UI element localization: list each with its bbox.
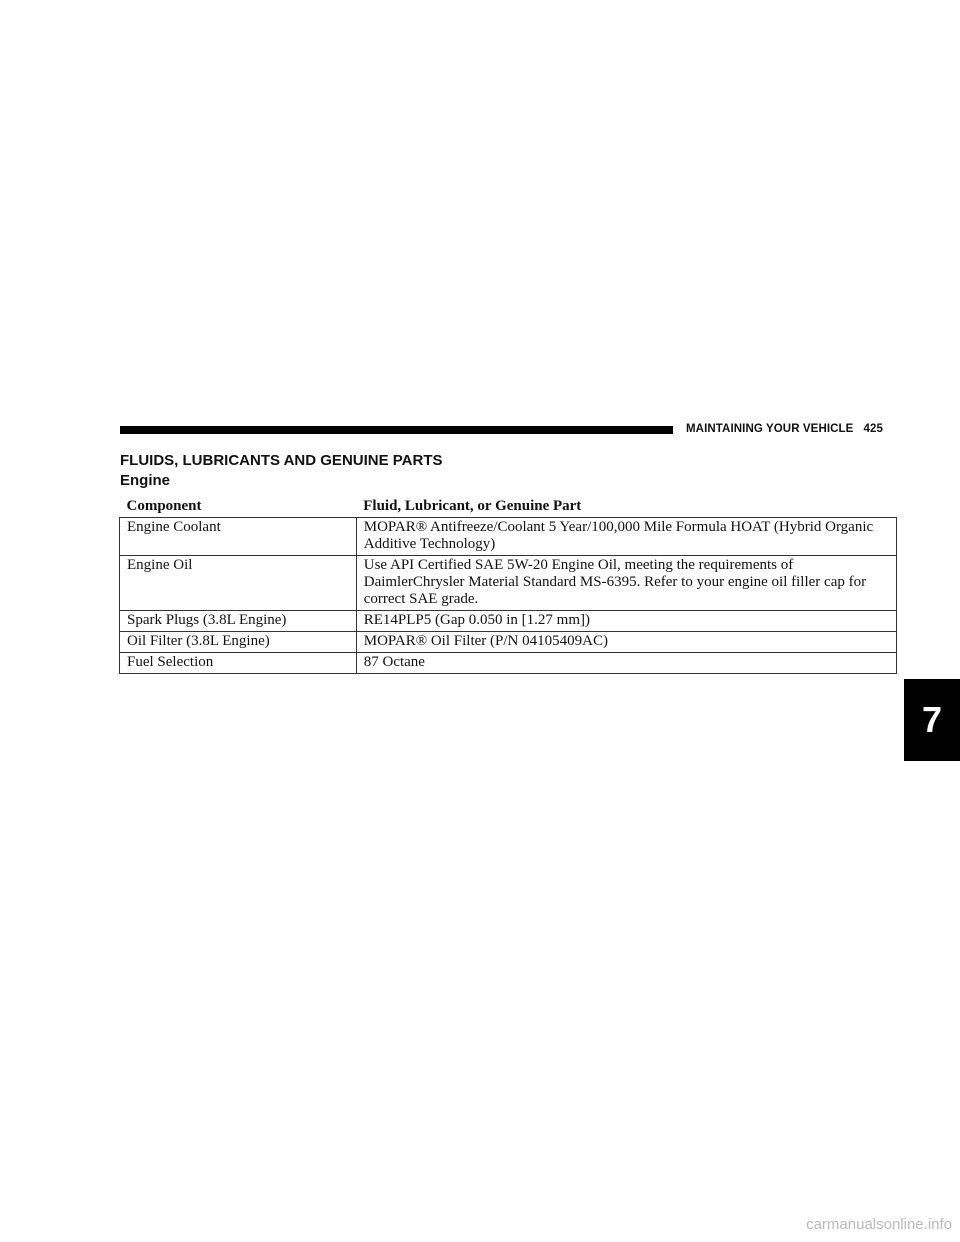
header-rule (120, 426, 673, 434)
table-row (120, 518, 897, 556)
chapter-tab: 7 (904, 679, 960, 761)
subsection-title: Engine (120, 472, 171, 489)
component-cell: Spark Plugs (3.8L Engine) (120, 611, 357, 632)
watermark-text: carmanualsonline.info (806, 1216, 952, 1233)
table-header-row (120, 497, 897, 518)
component-cell: Oil Filter (3.8L Engine) (120, 632, 357, 653)
table-row (120, 611, 897, 632)
table-row (120, 653, 897, 674)
component-cell: Engine Coolant (120, 518, 357, 556)
fluid-cell: Use API Certified SAE 5W-20 Engine Oil, meeting the requirements of DaimlerChrysler Material Standard MS-6395. Refer to your engine oil filler cap for correct SAE grade. (356, 556, 896, 611)
page-number: 425 (863, 423, 883, 435)
fluid-cell: MOPAR® Oil Filter (P/N 04105409AC) (356, 632, 896, 653)
column-header-fluid: Fluid, Lubricant, or Genuine Part (356, 497, 896, 518)
section-title: FLUIDS, LUBRICANTS AND GENUINE PARTS (120, 452, 443, 469)
header-section-title: MAINTAINING YOUR VEHICLE (686, 423, 854, 435)
column-header-component: Component (120, 497, 357, 518)
table-row (120, 556, 897, 611)
parts-table (119, 497, 897, 674)
fluid-cell: MOPAR® Antifreeze/Coolant 5 Year/100,000 Mile Formula HOAT (Hybrid Organic Additive Technology) (356, 518, 896, 556)
table-row (120, 632, 897, 653)
running-header (686, 423, 883, 435)
component-cell: Engine Oil (120, 556, 357, 611)
fluid-cell: RE14PLP5 (Gap 0.050 in [1.27 mm]) (356, 611, 896, 632)
fluid-cell: 87 Octane (356, 653, 896, 674)
component-cell: Fuel Selection (120, 653, 357, 674)
